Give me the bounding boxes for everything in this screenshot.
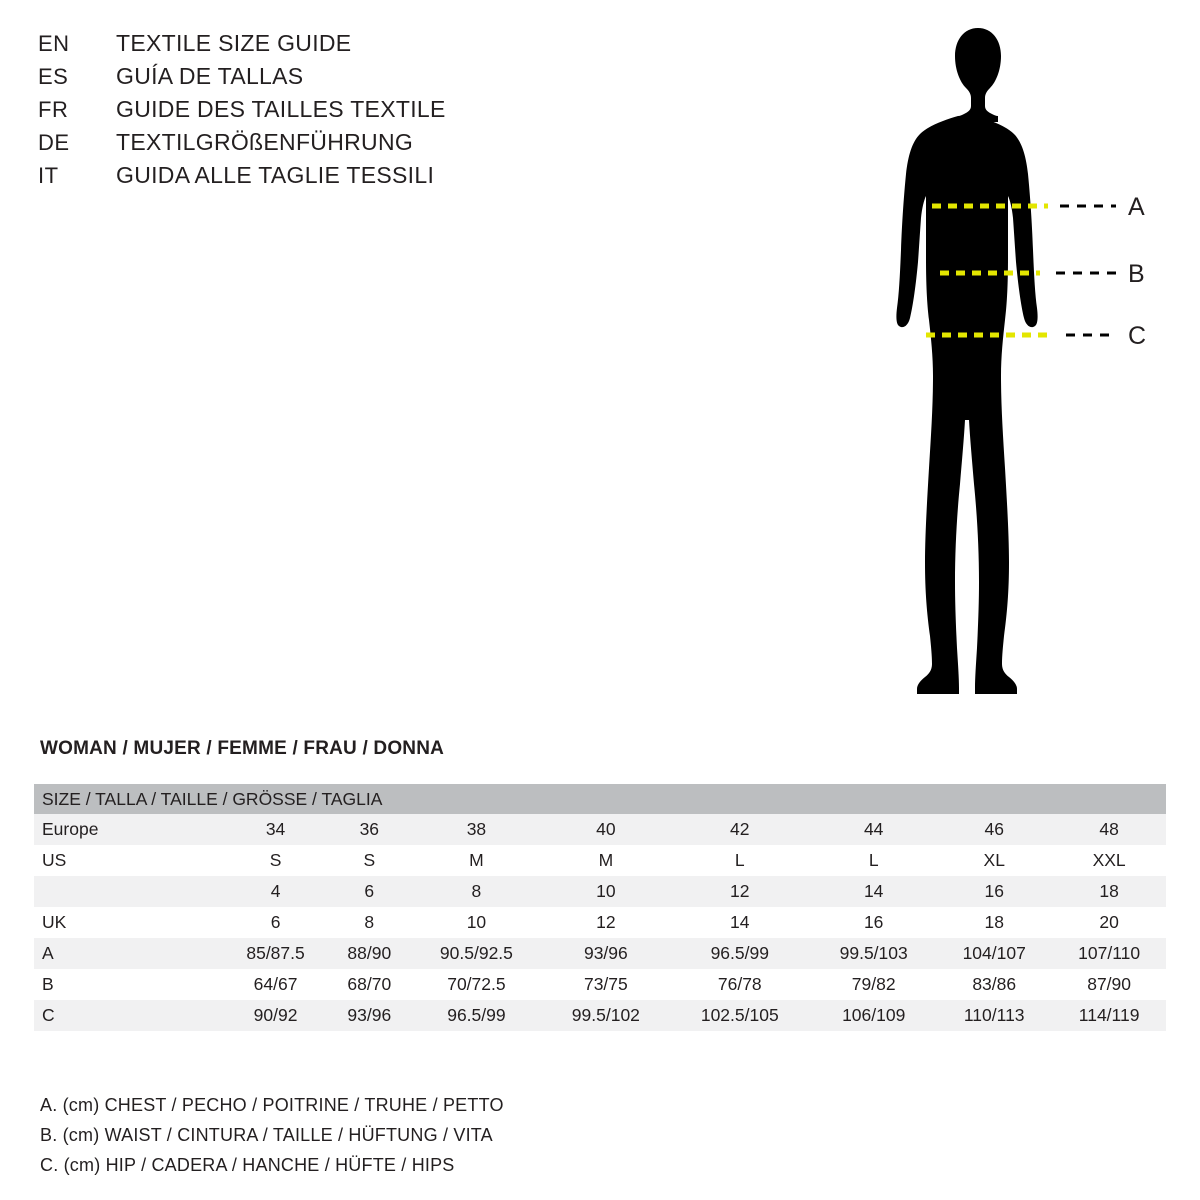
table-row-b: [34, 969, 1166, 1000]
measure-label-a: A: [1128, 193, 1145, 221]
female-silhouette-icon: [896, 28, 1037, 694]
cell-c-5: 106/109: [811, 1000, 936, 1031]
title-text-en: TEXTILE SIZE GUIDE: [116, 30, 352, 56]
title-row-de: [38, 129, 738, 162]
cell-b-5: 79/82: [811, 969, 936, 1000]
cell-c-6: 110/113: [936, 1000, 1052, 1031]
cell-europe-3: 40: [543, 814, 668, 845]
cell-c-1: 93/96: [329, 1000, 409, 1031]
cell-us-4: L: [668, 845, 811, 876]
title-block: [38, 30, 738, 195]
cell-us-7: XXL: [1052, 845, 1166, 876]
cell-europe-2: 38: [409, 814, 543, 845]
cell-c-3: 99.5/102: [543, 1000, 668, 1031]
cell-uk-6: 18: [936, 907, 1052, 938]
measurement-legend: [40, 1090, 504, 1180]
cell-c-4: 102.5/105: [668, 1000, 811, 1031]
table-row-c: [34, 1000, 1166, 1031]
cell-b-7: 87/90: [1052, 969, 1166, 1000]
title-row-en: [38, 30, 738, 63]
legend-line-a: A. (cm) CHEST / PECHO / POITRINE / TRUHE / PETTO: [40, 1095, 504, 1115]
language-code-fr: FR: [38, 97, 69, 122]
cell-b-3: 73/75: [543, 969, 668, 1000]
cell-c-0: 90/92: [222, 1000, 329, 1031]
table-row-europe: [34, 814, 1166, 845]
cell-europe-0: 34: [222, 814, 329, 845]
cell-europe-5: 44: [811, 814, 936, 845]
table-row-uk: [34, 907, 1166, 938]
row-label-a: A: [34, 938, 222, 969]
table-header-row: [34, 784, 1166, 814]
cell-usnum-4: 12: [668, 876, 811, 907]
title-row-it: [38, 162, 738, 195]
cell-a-1: 88/90: [329, 938, 409, 969]
cell-uk-7: 20: [1052, 907, 1166, 938]
measure-label-c: C: [1128, 322, 1147, 350]
cell-b-0: 64/67: [222, 969, 329, 1000]
cell-a-0: 85/87.5: [222, 938, 329, 969]
cell-b-2: 70/72.5: [409, 969, 543, 1000]
cell-usnum-6: 16: [936, 876, 1052, 907]
size-chart-table: [34, 784, 1166, 1031]
cell-usnum-5: 14: [811, 876, 936, 907]
title-row-es: [38, 63, 738, 96]
cell-uk-1: 8: [329, 907, 409, 938]
section-heading-woman: WOMAN / MUJER / FEMME / FRAU / DONNA: [40, 738, 445, 759]
cell-b-6: 83/86: [936, 969, 1052, 1000]
cell-uk-0: 6: [222, 907, 329, 938]
cell-usnum-2: 8: [409, 876, 543, 907]
cell-c-2: 96.5/99: [409, 1000, 543, 1031]
cell-europe-1: 36: [329, 814, 409, 845]
cell-usnum-1: 6: [329, 876, 409, 907]
cell-uk-2: 10: [409, 907, 543, 938]
cell-usnum-0: 4: [222, 876, 329, 907]
cell-a-4: 96.5/99: [668, 938, 811, 969]
cell-us-0: S: [222, 845, 329, 876]
title-text-it: GUIDA ALLE TAGLIE TESSILI: [116, 162, 435, 188]
body-figure-diagram: [860, 10, 1190, 750]
cell-europe-6: 46: [936, 814, 1052, 845]
title-text-es: GUÍA DE TALLAS: [116, 63, 304, 89]
legend-line-c: C. (cm) HIP / CADERA / HANCHE / HÜFTE / HIPS: [40, 1155, 455, 1175]
title-row-fr: [38, 96, 738, 129]
cell-us-2: M: [409, 845, 543, 876]
table-header-label: SIZE / TALLA / TAILLE / GRÖSSE / TAGLIA: [34, 784, 1166, 814]
language-code-it: IT: [38, 163, 59, 188]
table-row-us: [34, 845, 1166, 876]
table-row-a: [34, 938, 1166, 969]
cell-europe-7: 48: [1052, 814, 1166, 845]
cell-usnum-7: 18: [1052, 876, 1166, 907]
cell-us-1: S: [329, 845, 409, 876]
table-row-us-numeric: [34, 876, 1166, 907]
language-code-en: EN: [38, 31, 70, 56]
row-label-uk: UK: [34, 907, 222, 938]
cell-a-2: 90.5/92.5: [409, 938, 543, 969]
legend-line-b: B. (cm) WAIST / CINTURA / TAILLE / HÜFTUNG / VITA: [40, 1125, 493, 1145]
cell-uk-5: 16: [811, 907, 936, 938]
row-label-us-numeric: [34, 876, 222, 907]
row-label-us: US: [34, 845, 222, 876]
title-text-de: TEXTILGRÖßENFÜHRUNG: [116, 129, 414, 155]
cell-a-6: 104/107: [936, 938, 1052, 969]
cell-us-5: L: [811, 845, 936, 876]
cell-a-3: 93/96: [543, 938, 668, 969]
row-label-c: C: [34, 1000, 222, 1031]
row-label-b: B: [34, 969, 222, 1000]
cell-b-4: 76/78: [668, 969, 811, 1000]
cell-uk-4: 14: [668, 907, 811, 938]
cell-b-1: 68/70: [329, 969, 409, 1000]
cell-usnum-3: 10: [543, 876, 668, 907]
language-code-de: DE: [38, 130, 70, 155]
cell-us-3: M: [543, 845, 668, 876]
measure-label-b: B: [1128, 260, 1145, 288]
cell-c-7: 114/119: [1052, 1000, 1166, 1031]
cell-europe-4: 42: [668, 814, 811, 845]
language-code-es: ES: [38, 64, 69, 89]
cell-a-5: 99.5/103: [811, 938, 936, 969]
cell-uk-3: 12: [543, 907, 668, 938]
cell-a-7: 107/110: [1052, 938, 1166, 969]
cell-us-6: XL: [936, 845, 1052, 876]
title-text-fr: GUIDE DES TAILLES TEXTILE: [116, 96, 446, 122]
row-label-europe: Europe: [34, 814, 222, 845]
